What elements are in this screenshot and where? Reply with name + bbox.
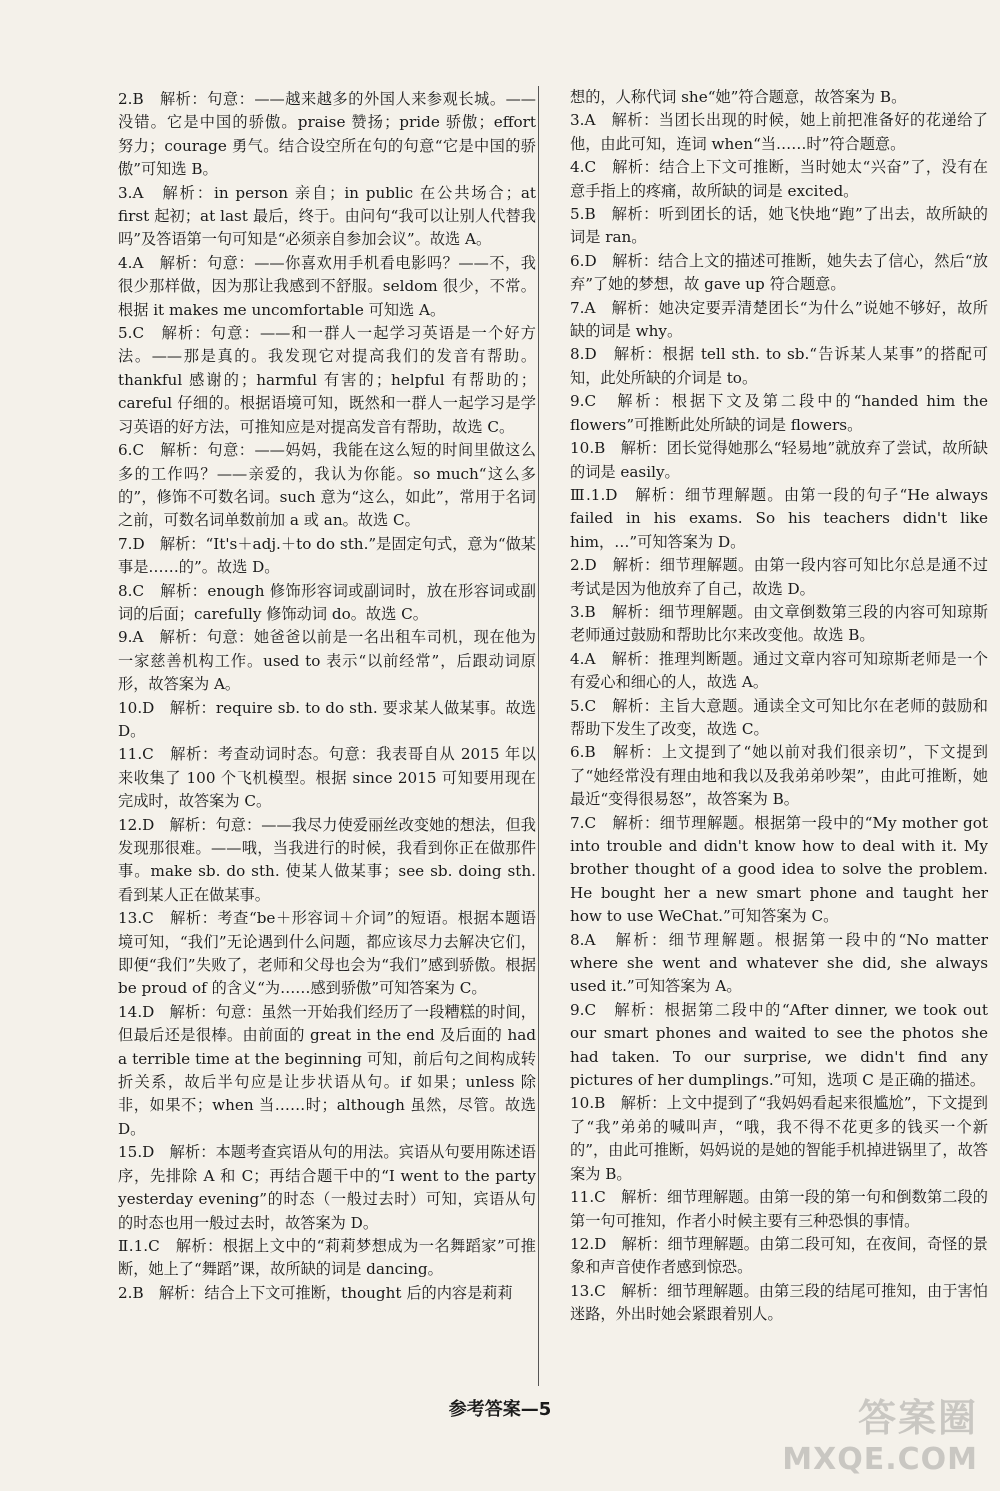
right-column — [570, 86, 988, 1327]
answer-item: 9.A 解析：句意：她爸爸以前是一名出租车司机，现在他为一家慈善机构工作。used to 表示“以前经常”，后跟动词原形，故答案为 A。 — [118, 628, 536, 694]
answer-item: 3.B 解析：细节理解题。由文章倒数第三段的内容可知琼斯老师通过鼓励和帮助比尔来改变他。故选 B。 — [570, 602, 988, 645]
answer-item: 6.B 解析：上文提到了“她以前对我们很亲切”，下文提到了“她经常没有理由地和我以及我弟弟吵架”，由此可推断，她最近“变得很易怒”，故答案为 B。 — [570, 743, 988, 809]
left-column — [118, 88, 536, 1305]
answer-item: 8.C 解析：enough 修饰形容词或副词时，放在形容词或副词的后面；carefully 修饰动词 do。故选 C。 — [118, 581, 536, 623]
page-footer: 参考答案—5 — [448, 1399, 552, 1420]
answer-item: 6.C 解析：句意：——妈妈，我能在这么短的时间里做这么多的工作吗？——亲爱的，我认为你能。so much“这么多的”，修饰不可数名词。such 意为“这么，如此”，常用于名词之前，可数名词单数前加 a 或 an。故选 C。 — [118, 441, 536, 530]
answer-item: 3.A 解析：当团长出现的时候，她上前把准备好的花递给了他，由此可知，连词 when“当……时”符合题意。 — [570, 111, 988, 153]
answer-item: 5.C 解析：主旨大意题。通读全文可知比尔在老师的鼓励和帮助下发生了改变，故选 C。 — [570, 696, 988, 738]
answer-item: 11.C 解析：细节理解题。由第一段的第一句和倒数第二段的第一句可推知，作者小时候主要有三种恐惧的事情。 — [570, 1188, 988, 1230]
answer-item: 12.D 解析：句意：——我尽力使爱丽丝改变她的想法，但我发现那很难。——哦，当我进行的时候，我看到你正在做那件事。make sb. do sth. 使某人做某事；see sb. doing sth. 看到某人正在做某事。 — [118, 815, 536, 904]
answer-item: 14.D 解析：句意：虽然一开始我们经历了一段糟糕的时间，但最后还是很棒。由前面的 great in the end 及后面的 had a terrible time at the beginning 可知，前后句之间构成转折关系，故后半句应是让步状语从句。if 如果；unless 除非，如果不；when 当……时；although 虽然，尽管。故选 D。 — [118, 1002, 536, 1138]
column-divider — [538, 86, 539, 1386]
answer-item: 4.A 解析：推理判断题。通过文章内容可知琼斯老师是一个有爱心和细心的人，故选 A。 — [570, 649, 988, 692]
answer-item: 7.D 解析：“It's＋adj.＋to do sth.”是固定句式，意为“做某事是……的”。故选 D。 — [118, 534, 536, 577]
answer-item: 7.C 解析：细节理解题。根据第一段中的“My mother got into trouble and didn't know how to deal with it. My brother thought of a good idea to solve the problem. He bought her a new smart phone and taught her how to use WeChat.”可知答案为 C。 — [570, 813, 988, 926]
answer-item: 7.A 解析：她决定要弄清楚团长“为什么”说她不够好，故所缺的词是 why。 — [570, 298, 988, 341]
watermark-url: MXQE.COM — [782, 1442, 978, 1477]
answer-item: 11.C 解析：考查动词时态。句意：我表哥自从 2015 年以来收集了 100 个飞机模型。根据 since 2015 可知要用现在完成时，故答案为 C。 — [118, 745, 536, 811]
answer-item: 15.D 解析：本题考查宾语从句的用法。宾语从句要用陈述语序，先排除 A 和 C；再结合题干中的“I went to the party yesterday evening”的时态（一般过去时）可知，宾语从句的时态也用一般过去时，故答案为 D。 — [118, 1143, 536, 1232]
answer-item: 想的，人称代词 she“她”符合题意，故答案为 B。 — [570, 88, 907, 106]
answer-item: 8.A 解析：细节理解题。根据第一段中的“No matter where she went and whatever she did, she always used it.”可知答案为 A。 — [570, 930, 988, 996]
answer-item: 2.D 解析：细节理解题。由第一段内容可知比尔总是通不过考试是因为他放弃了自己，故选 D。 — [570, 556, 988, 598]
answer-item: 2.B 解析：句意：——越来越多的外国人来参观长城。——没错。它是中国的骄傲。praise 赞扬；pride 骄傲；effort 努力；courage 勇气。结合设空所在句的句意“它是中国的骄傲”可知选 B。 — [118, 90, 536, 179]
answer-item: 2.B 解析：结合上下文可推断，thought 后的内容是莉莉 — [118, 1283, 513, 1302]
answer-item: 3.A 解析：in person 亲自；in public 在公共场合；at first 起初；at last 最后，终于。由问句“我可以让别人代替我吗”及答语第一句可知是“必须亲自参加会议”。故选 A。 — [118, 183, 536, 249]
answer-item: 10.B 解析：团长觉得她那么“轻易地”就放弃了尝试，故所缺的词是 easily。 — [570, 439, 988, 481]
answer-item: 9.C 解析：根据第二段中的“After dinner, we took out our smart phones and waited to see the photos she had taken. To our surprise, we didn't find any pictures of her dumplings.”可知，选项 C 是正确的描述。 — [570, 1000, 988, 1090]
watermark — [782, 1387, 978, 1477]
answer-item: 5.C 解析：句意：——和一群人一起学习英语是一个好方法。——那是真的。我发现它对提高我们的发音有帮助。thankful 感谢的；harmful 有害的；helpful 有帮助的；careful 仔细的。根据语境可知，既然和一群人一起学习是学习英语的好方法，可推知应是对提高发音有帮助，故选 C。 — [118, 324, 536, 436]
answer-item: Ⅲ.1.D 解析：细节理解题。由第一段的句子“He always failed in his exams. So his teachers didn't like him，…”可知答案为 D。 — [570, 485, 988, 551]
answer-item: 10.D 解析：require sb. to do sth. 要求某人做某事。故选 D。 — [118, 698, 536, 740]
answer-item: 4.C 解析：结合上下文可推断，当时她太“兴奋”了，没有在意手指上的疼痛，故所缺的词是 excited。 — [570, 158, 988, 200]
answer-item: 12.D 解析：细节理解题。由第二段可知，在夜间，奇怪的景象和声音使作者感到惊恐。 — [570, 1234, 988, 1277]
answer-item: Ⅱ.1.C 解析：根据上文中的“莉莉梦想成为一名舞蹈家”可推断，她上了“舞蹈”课，故所缺的词是 dancing。 — [118, 1236, 536, 1279]
answer-item: 6.D 解析：结合上文的描述可推断，她失去了信心，然后“放弃”了她的梦想，故 gave up 符合题意。 — [570, 251, 988, 294]
answer-item: 13.C 解析：考查“be＋形容词＋介词”的短语。根据本题语境可知，“我们”无论遇到什么问题，都应该尽力去解决它们，即便“我们”失败了，老师和父母也会为“我们”感到骄傲。根据 be proud of 的含义“为……感到骄傲”可知答案为 C。 — [118, 909, 536, 998]
answer-item: 10.B 解析：上文中提到了“我妈妈看起来很尴尬”，下文提到了“我”弟弟的喊叫声，“哦，我不得不花更多的钱买一个新的”，由此可推断，妈妈说的是她的智能手机掉进锅里了，故答案为 B。 — [570, 1094, 988, 1183]
answer-item: 13.C 解析：细节理解题。由第三段的结尾可推知，由于害怕迷路，外出时她会紧跟着别人。 — [570, 1281, 988, 1324]
answer-item: 9.C 解析：根据下文及第二段中的“handed him the flowers”可推断此处所缺的词是 flowers。 — [570, 392, 988, 434]
answer-item: 5.B 解析：听到团长的话，她飞快地“跑”了出去，故所缺的词是 ran。 — [570, 205, 988, 247]
answer-item: 8.D 解析：根据 tell sth. to sb.“告诉某人某事”的搭配可知，此处所缺的介词是 to。 — [570, 345, 988, 387]
watermark-logo: 答案圈 — [857, 1396, 978, 1440]
answer-item: 4.A 解析：句意：——你喜欢用手机看电影吗？——不，我很少那样做，因为那让我感到不舒服。seldom 很少，不常。根据 it makes me uncomfortable 可知选 A。 — [118, 253, 536, 319]
